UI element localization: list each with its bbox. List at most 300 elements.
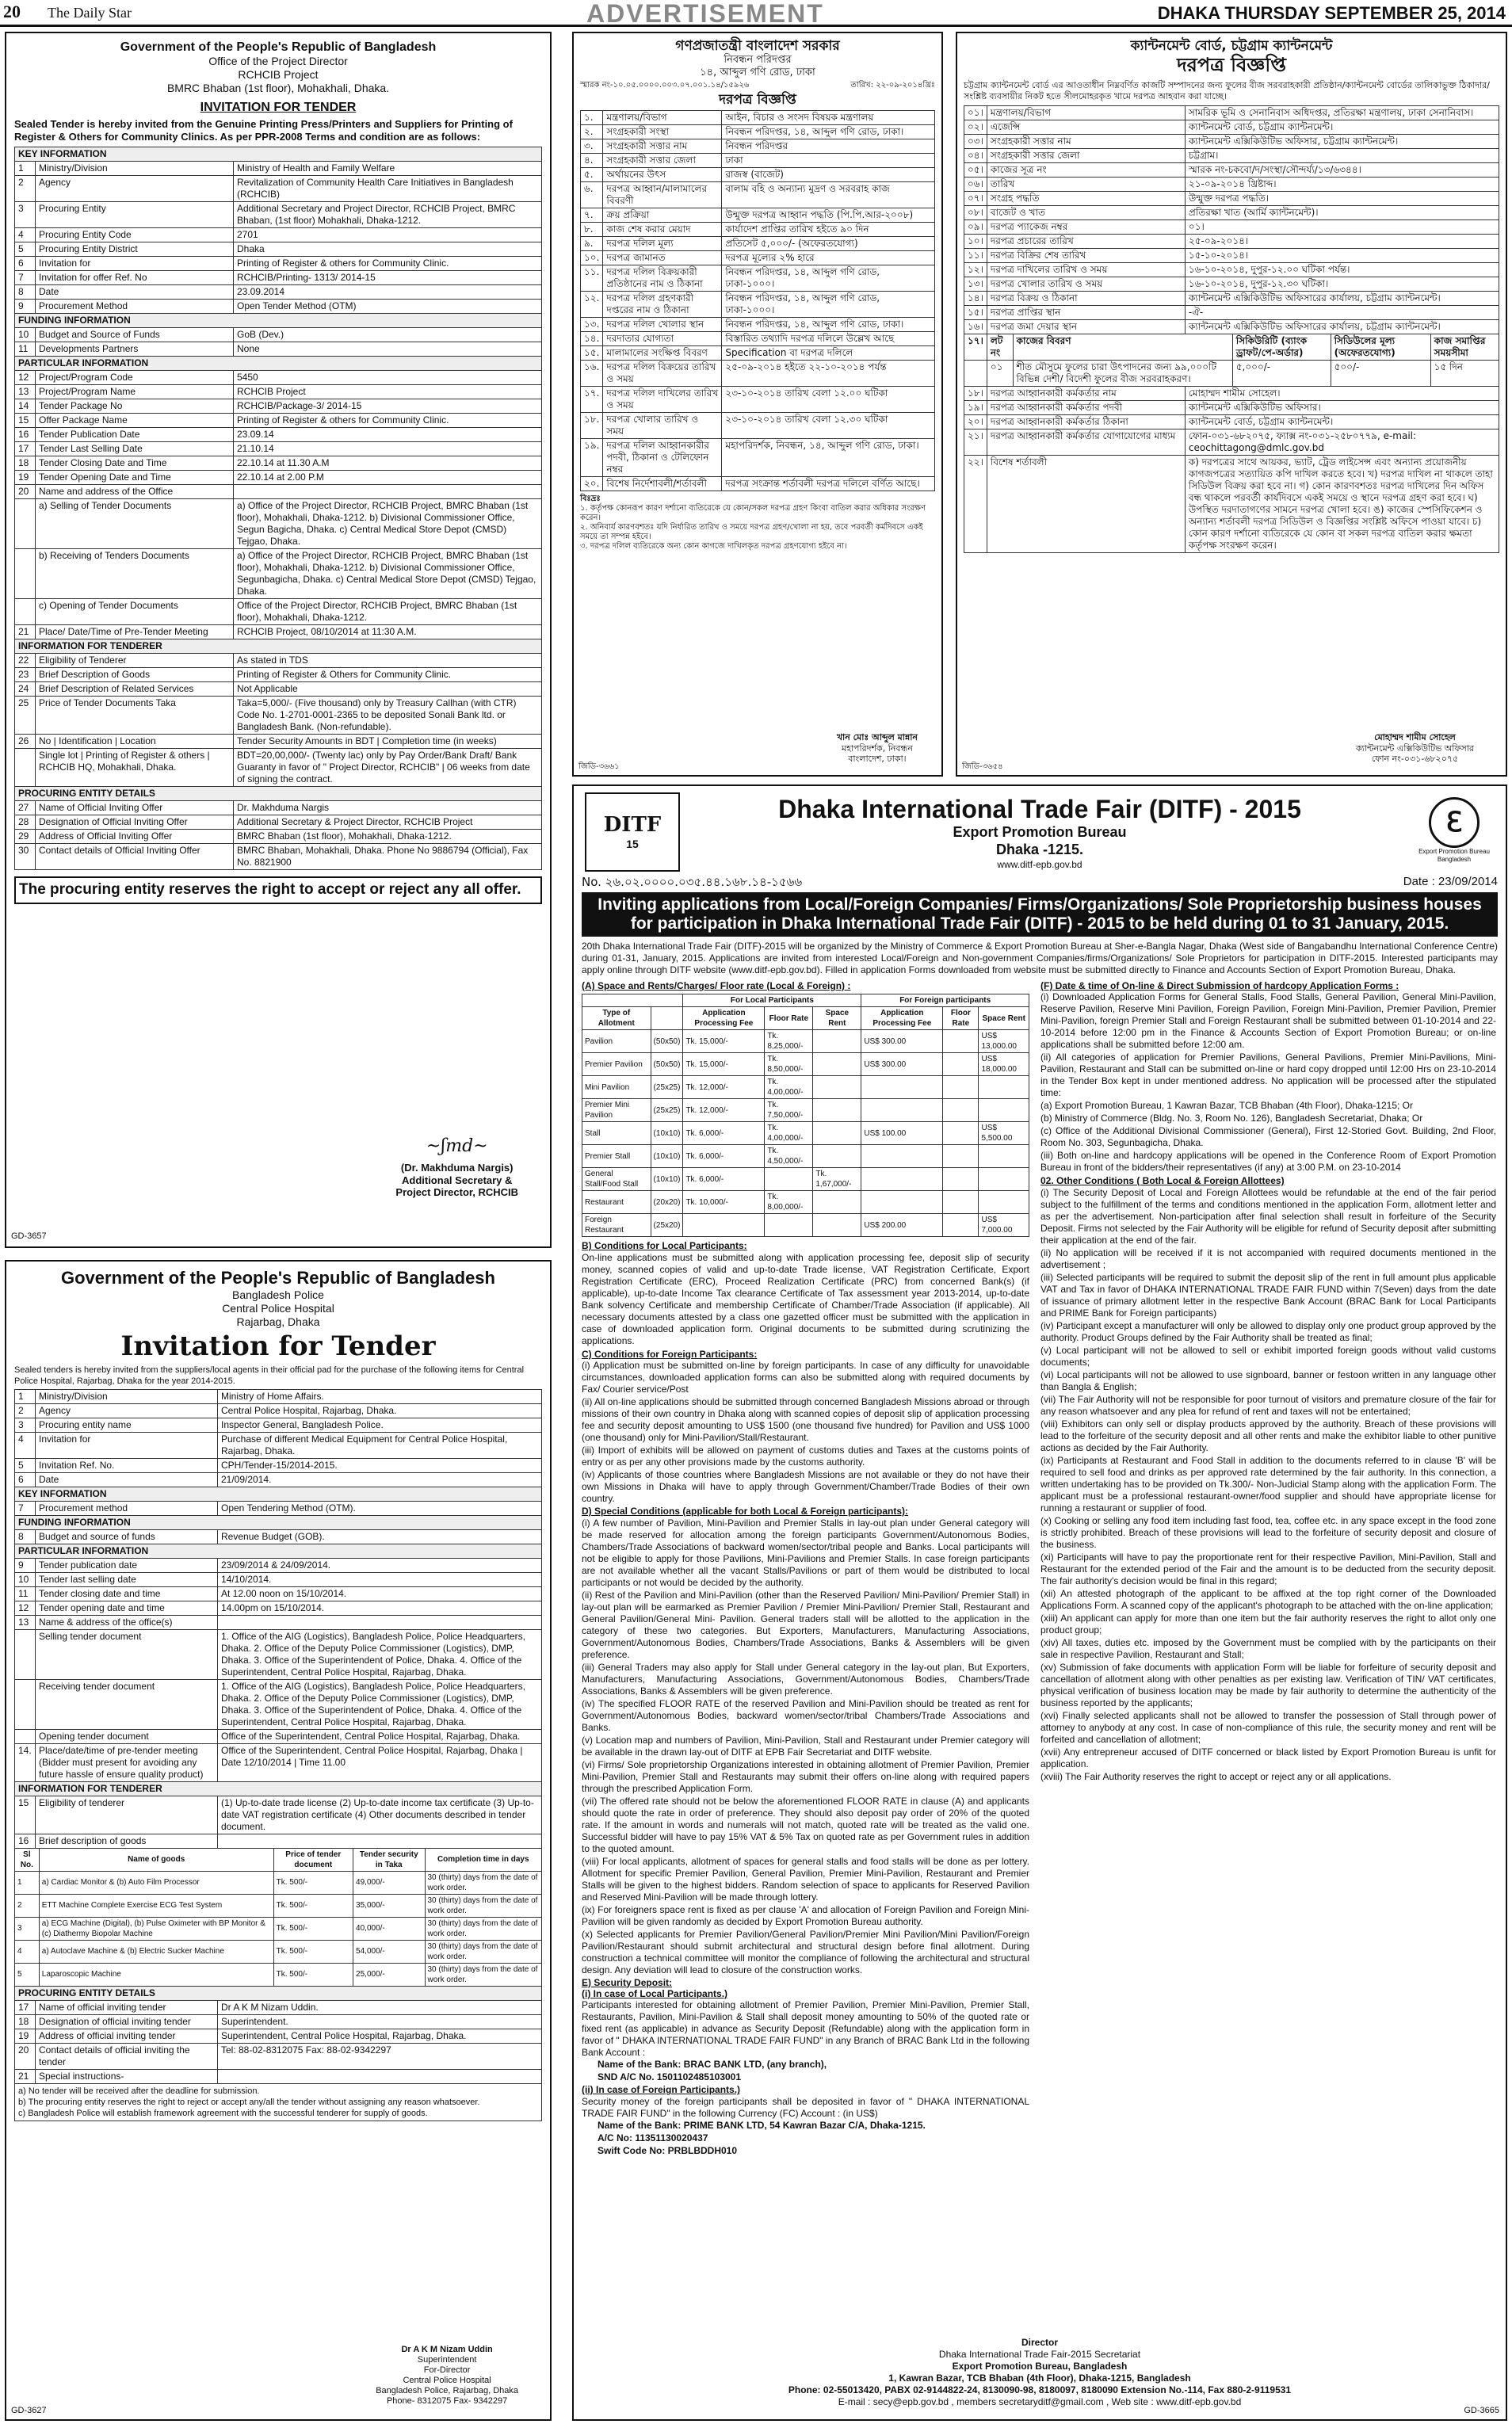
table-row xyxy=(15,1558,542,1572)
cph-info-table-2 xyxy=(14,1986,542,2084)
ditf-sec-g: 02. Other Conditions ( Both Local & Foreign Allottees) xyxy=(1040,1175,1285,1187)
table-row xyxy=(964,456,1499,553)
table-cell: Tk. 6,000/- xyxy=(683,1122,765,1145)
table-cell xyxy=(943,1214,979,1237)
row-key: মন্ত্রণালয়/বিভাগ xyxy=(987,106,1185,120)
row-value: ক্যান্টনমেন্ট এক্সিকিউটিভ অফিসার। xyxy=(1185,401,1499,415)
table-row xyxy=(15,1679,542,1729)
row-value: 21.10.14 xyxy=(234,441,542,456)
row-number xyxy=(15,498,36,548)
row-value: ০১। xyxy=(1185,220,1499,235)
row-number xyxy=(15,748,36,786)
table-cell: শীত মৌসুমে ফুলের চারা উৎপাদনের জন্য ৯৯,০০০টি বিভিন্ন দেশী/ বিদেশী ফুলের বীজ সরবরাহকরণ। xyxy=(1013,361,1232,387)
row-key: Tender Package No xyxy=(36,399,234,413)
table-row xyxy=(15,1403,542,1418)
row-key: দরপত্র প্যাকেজ নম্বর xyxy=(987,220,1185,235)
table-row xyxy=(581,250,935,265)
row-key: বিশেষ নির্দেশাবলী/শর্তাবলী xyxy=(603,476,722,491)
table-row xyxy=(581,208,935,222)
instruction-item: b) The procuring entity reserves the right to reject or accept any/all the tender without assigning any reason whatsoever. xyxy=(18,2097,480,2107)
row-value: None xyxy=(234,342,542,356)
table-row xyxy=(581,331,935,345)
row-value: 23.09.2014 xyxy=(234,284,542,299)
bn2-title: দরপত্র বিজ্ঞপ্তি xyxy=(1177,54,1286,77)
row-value: রাজস্ব (বাজেট) xyxy=(722,167,935,181)
table-cell xyxy=(943,1076,979,1099)
table-cell xyxy=(861,1168,943,1191)
row-number: 18 xyxy=(15,456,36,470)
row-number: ১৮. xyxy=(581,412,603,438)
table-row xyxy=(15,598,542,624)
row-key: Ministry/Division xyxy=(36,1389,218,1403)
cantonment-tender-ad xyxy=(956,32,1507,777)
table-cell: 4 xyxy=(15,1940,40,1963)
row-value: ২৫-০৯-২০১৪ হইতে ২২-১০-২০১৪ পর্যন্ত xyxy=(722,360,935,386)
rchcib-sign-name: (Dr. Makhduma Nargis) xyxy=(400,1162,514,1174)
table-cell xyxy=(813,1191,861,1214)
table-row xyxy=(581,265,935,291)
table-cell: a) ECG Machine (Digital), (b) Pulse Oximeter with BP Monitor & (c) Diathermy Biopolar Machine xyxy=(39,1917,273,1940)
row-key: কাজ শেষ করার মেয়াদ xyxy=(603,222,722,236)
row-number: ১৪. xyxy=(581,331,603,345)
row-value xyxy=(218,1615,542,1629)
table-cell: US$ 5,500.00 xyxy=(979,1122,1029,1145)
row-key: Procurement Method xyxy=(36,299,234,313)
bn2-lot-table xyxy=(964,334,1499,387)
bn1-signature xyxy=(837,732,918,764)
table-cell: Tk. 6,000/- xyxy=(683,1168,765,1191)
row-value: বালাম বহি ও অন্যান্য মুদ্রণ ও সরবরাহ কাজ xyxy=(722,181,935,208)
table-row xyxy=(581,139,935,153)
row-key: Contact details of official inviting the tender xyxy=(36,2043,218,2069)
bn1-note-title: বিঃদ্রঃ xyxy=(580,494,601,503)
ditf-sec-f-list xyxy=(1040,991,1496,1174)
row-value: Additional Secretary and Project Director, RCHCIB Project, BMRC Bhaban, (1st floor) Mohakhali, Dhaka-1212. xyxy=(234,201,542,227)
column-header: সিডিউলের মূল্য (অফেরতযোগ্য) xyxy=(1331,334,1430,361)
table-row xyxy=(964,220,1499,235)
row-value: BDT=20,00,000/- (Twenty lac) only by Pay Order/Bank Draft/ Bank Guaranty in favor of " Project Director, RCHCIB" | 06 weeks from date of signing the contract. xyxy=(234,748,542,786)
dateline: DHAKA THURSDAY SEPTEMBER 25, 2014 xyxy=(1157,3,1506,23)
table-row xyxy=(15,161,542,175)
ditf-sec-d-list xyxy=(582,1517,1029,1976)
table-cell: Mini Pavilion xyxy=(582,1076,651,1099)
table-cell: (10x10) xyxy=(651,1145,683,1168)
table-row xyxy=(582,1030,1029,1053)
row-number: 11 xyxy=(15,342,36,356)
row-number: ০৮। xyxy=(964,206,987,220)
bn2-code: জিডি-৩৬৫৪ xyxy=(962,762,1003,771)
table-row xyxy=(15,2000,542,2014)
table-cell: 1 xyxy=(15,1871,40,1894)
table-cell: Tk. 500/- xyxy=(273,1871,353,1894)
table-cell: Tk. 500/- xyxy=(273,1894,353,1917)
row-value: স্মারক নং-চকবো/দ/সংস্থা/সৌন্দর্য্য/১৩/৬৩৪৪। xyxy=(1185,163,1499,178)
row-value: Central Police Hospital, Rajarbag, Dhaka. xyxy=(218,1403,542,1418)
row-number: ৫. xyxy=(581,167,603,181)
table-cell: (25x25) xyxy=(651,1076,683,1099)
table-cell: ১৫ দিন xyxy=(1430,361,1499,387)
row-number: 15 xyxy=(15,413,36,427)
table-row xyxy=(15,327,542,342)
column-header: সিকিউরিটি (ব্যাংক ড্রাফট/পে-অর্ডার) xyxy=(1232,334,1331,361)
table-row xyxy=(15,441,542,456)
table-cell xyxy=(813,1076,861,1099)
table-row xyxy=(15,1743,542,1781)
table-row xyxy=(964,120,1499,135)
row-value: Dr A K M Nizam Uddin. xyxy=(218,2000,542,2014)
column-header: Application Processing Fee xyxy=(683,1007,765,1030)
table-row xyxy=(15,147,542,161)
table-row xyxy=(15,284,542,299)
row-number: 25 xyxy=(15,696,36,734)
section-heading: PARTICULAR INFORMATION xyxy=(15,356,542,370)
table-cell: ETT Machine Complete Exercise ECG Test System xyxy=(39,1894,273,1917)
row-value: ফোন-০৩১-৬৮২০৭৫, ফ্যাক্স নং-০৩১-২৫৮০৭৭৯, e-mail: ceochittagong@dmlc.gov.bd xyxy=(1185,429,1499,456)
ditf-banner: Inviting applications from Local/Foreign Companies/ Firms/Organizations/ Sole Proprietorship business houses for participation in Dhaka International Trade Fair (DITF) - 2015 to be held during 01 to 31 January, 2015. xyxy=(582,892,1498,937)
row-number: ০৬। xyxy=(964,178,987,192)
list-item: (xvii) Any entrepreneur accused of DITF concerned or black listed by Export Promotion Bureau is unfit for application. xyxy=(1040,1746,1496,1769)
table-cell: US$ 300.00 xyxy=(861,1053,943,1076)
table-row xyxy=(15,201,542,227)
table-cell: Premier Mini Pavilion xyxy=(582,1099,651,1122)
row-number: ১৫। xyxy=(964,306,987,320)
table-row xyxy=(15,1781,542,1796)
row-key: Place/date/time of pre-tender meeting (Bidder must present for avoiding any future hassle of ensure quality product) xyxy=(36,1743,218,1781)
section-heading: PROCURING ENTITY DETAILS xyxy=(15,786,542,800)
bn2-info-table xyxy=(964,105,1499,334)
row-number xyxy=(15,1679,36,1729)
table-row xyxy=(964,306,1499,320)
row-key: দরপত্র দলিল দাখিলের তারিখ ও সময় xyxy=(603,386,722,412)
column-header: Type of Allotment xyxy=(582,1007,651,1030)
cph-l2: Central Police Hospital xyxy=(222,1302,334,1315)
table-row xyxy=(15,313,542,327)
ditf-sec-e-ii-text: Security money of the foreign participants shall be deposited in favor of " DHAKA INTERNATIONAL TRADE FAIR FUND" in the following Currency (FC) Account : (in US$) xyxy=(582,2095,1029,2119)
row-value: নিবন্ধন পরিদপ্তর, ১৪, আব্দুল গণি রোড, ঢাকা-১০০০। xyxy=(722,265,935,291)
ditf-sign-l1: Dhaka International Trade Fair-2015 Secretariat xyxy=(938,2349,1141,2360)
row-number: ১৫. xyxy=(581,345,603,360)
row-value: Superintendent. xyxy=(218,2014,542,2029)
row-value: ২৩-১০-২০১৪ তারিখ বেলা ১২.৩০ ঘটিকা xyxy=(722,412,935,438)
table-cell: ৫০০/- xyxy=(1331,361,1430,387)
table-row xyxy=(964,429,1499,456)
table-row xyxy=(15,734,542,748)
row-key: সংগ্রহকারী সত্তার জেলা xyxy=(987,149,1185,163)
table-row xyxy=(15,2043,542,2069)
table-cell: Tk. 4,50,000/- xyxy=(765,1145,813,1168)
bn2-info-table-2 xyxy=(964,386,1499,553)
row-number: ১২। xyxy=(964,263,987,277)
row-number: ২০। xyxy=(964,415,987,429)
row-key: সংগ্রহকারী সত্তার নাম xyxy=(603,139,722,153)
row-value: As stated in TDS xyxy=(234,653,542,667)
bn1-code: জিডি-৩৬৬১ xyxy=(578,762,620,771)
row-value: Ministry of Health and Family Welfare xyxy=(234,161,542,175)
table-cell: 30 (thirty) days from the date of work order. xyxy=(425,1940,542,1963)
table-row xyxy=(581,438,935,476)
row-value: উন্মুক্ত দরপত্র পদ্ধতি। xyxy=(1185,192,1499,206)
row-number: 14 xyxy=(15,399,36,413)
list-item: (ii) No application will be received if it is not accompanied with required documents mentioned in the advertisement ; xyxy=(1040,1246,1496,1270)
row-value: 14.00pm on 15/10/2014. xyxy=(218,1601,542,1615)
row-number: 16 xyxy=(15,1834,36,1848)
note-item: ২. অনিবার্য কারণবশতঃ যদি নির্ধারিত তারিখ ও সময়ে দরপত্র গ্রহণ/খোলা না হয়, তবে পরবর্তী কর্মদিবসে একই সময়ে তা সম্পন্ন হইবে। xyxy=(580,522,923,541)
row-value: Inspector General, Bangladesh Police. xyxy=(218,1418,542,1432)
table-cell: Tk. 500/- xyxy=(273,1963,353,1986)
row-number: 5 xyxy=(15,242,36,256)
table-row xyxy=(15,1729,542,1743)
table-cell: Premier Stall xyxy=(582,1145,651,1168)
cph-l1: Bangladesh Police xyxy=(232,1288,324,1302)
row-number: 5 xyxy=(15,1458,36,1472)
row-value: নিবন্ধন পরিদপ্তর, ১৪, আব্দুল গণি রোড, ঢাকা। xyxy=(722,124,935,139)
row-number: 10 xyxy=(15,327,36,342)
table-cell: 40,000/- xyxy=(353,1917,425,1940)
page-number: 20 xyxy=(3,2,21,21)
row-number: 9 xyxy=(15,1558,36,1572)
row-key: অর্থায়নের উৎস xyxy=(603,167,722,181)
row-value: 5450 xyxy=(234,370,542,384)
ditf-sec-b: B) Conditions for Local Participants: xyxy=(582,1240,747,1252)
row-value: মোহাম্মদ শামীম সোহেল। xyxy=(1185,387,1499,401)
row-value: ২৩-১০-২০১৪ তারিখ বেলা ১২.০০ ঘটিকা xyxy=(722,386,935,412)
table-row xyxy=(15,667,542,681)
row-key: Address of official inviting tender xyxy=(36,2029,218,2043)
rchcib-sign-title1: Additional Secretary & xyxy=(401,1174,513,1186)
row-key: Contact details of Official Inviting Offer xyxy=(36,843,234,869)
column-header: Space Rent xyxy=(979,1007,1029,1030)
table-cell: Tk. 4,00,000/- xyxy=(765,1122,813,1145)
table-cell: Tk. 12,000/- xyxy=(683,1076,765,1099)
row-value: Superintendent, Central Police Hospital, Rajarbag, Dhaka. xyxy=(218,2029,542,2043)
row-key: Ministry/Division xyxy=(36,161,234,175)
row-number: ১৬. xyxy=(581,360,603,386)
table-row xyxy=(15,1418,542,1432)
table-cell: (50x50) xyxy=(651,1030,683,1053)
row-value: 14/10/2014. xyxy=(218,1572,542,1586)
bn1-notes xyxy=(580,494,935,552)
row-key: Tender last selling date xyxy=(36,1572,218,1586)
list-item: (ix) For foreigners space rent is fixed as per clause 'A' and allocation of Foreign Pavilion and Foreign Mini-Pavilion will be given randomly as decided by Export Promotion Bureau authority. xyxy=(582,1903,1029,1927)
row-key: Designation of official inviting tender xyxy=(36,2014,218,2029)
row-number: ০১। xyxy=(964,106,987,120)
table-cell: (10x10) xyxy=(651,1168,683,1191)
row-value xyxy=(218,1834,542,1848)
table-cell: Tk. 1,67,000/- xyxy=(813,1168,861,1191)
list-item: (vii) The offered rate should not be below the aforementioned FLOOR RATE in clause (A) and applicants should quote the rate in order of preference. They should also deposit pay order of 20% of the quoted rate. If the amount in words and numerals will not match, quoted rate will be treated as the valid one. Successful bidder will have to pay 15% VAT & 5% Tax on quoted rate as per Government rules in addition to the quoted amount. xyxy=(582,1795,1029,1854)
list-item: (vii) The Fair Authority will not be responsible for poor turnout of visitors and premature closure of the fair for any reason whatsoever and any plea for refund of rent and taxes will not be entertained; xyxy=(1040,1393,1496,1417)
table-row xyxy=(15,639,542,653)
row-value: Tender Security Amounts in BDT | Completion time (in weeks) xyxy=(234,734,542,748)
table-cell xyxy=(964,361,987,387)
row-key: Procuring Entity Code xyxy=(36,227,234,242)
list-item: (vi) Local participants will not be allowed to use signboard, banner or festoon written in any language other than Bangla & English; xyxy=(1040,1369,1496,1392)
row-value: ক্যান্টনমেন্ট এক্সিকিউটিভ অফিসারের কার্যালয়, চট্টগ্রাম ক্যান্টনমেন্ট। xyxy=(1185,292,1499,306)
row-key: সংগ্রহ পদ্ধতি xyxy=(987,192,1185,206)
table-cell xyxy=(943,1191,979,1214)
row-number: 15 xyxy=(15,1796,36,1834)
row-number: ১৩। xyxy=(964,277,987,292)
table-row xyxy=(581,412,935,438)
table-row xyxy=(582,1191,1029,1214)
row-number: 17 xyxy=(15,441,36,456)
note-item: ৩. দরপত্র দলিল ব্যতিরেকে অন্য কোন কাগজে দাখিলকৃত দরপত্র গ্রহণযোগ্য হইবে না। xyxy=(580,541,847,551)
row-number: ০৪। xyxy=(964,149,987,163)
bn2-signer-phone: ফোন নং-০৩১-৬৮২০৭৫ xyxy=(1371,753,1459,764)
row-key: Name of Official Inviting Offer xyxy=(36,800,234,815)
row-value: Printing of Register & others for Community Clinic. xyxy=(234,413,542,427)
row-number: 18 xyxy=(15,2014,36,2029)
list-item: (i) Downloaded Application Forms for General Stalls, Food Stalls, General Pavilion, General Mini-Pavilion, Reserve Pavilion, Reserve Mini Pavilion, Foreign Pavilion, Foreign Mini-Pavilion, Premier Pavilion, Premier Mini-Pavilion, foreign Premier Stall and Foreign Restaurant shall be submitted between 01-10-2014 and 22-10-2014 before 12:00 pm in the Finance & Accounts Section of Export Promotion Bureau; or on-line applications shall be submitted before 12:00 am. xyxy=(1040,991,1496,1051)
row-value: BMRC Bhaban (1st floor), Mohakhali, Dhaka-1212. xyxy=(234,829,542,843)
table-row xyxy=(964,235,1499,249)
table-row xyxy=(15,370,542,384)
table-row xyxy=(15,1572,542,1586)
row-number: 20 xyxy=(15,484,36,498)
table-cell: a) Autoclave Machine & (b) Electric Sucker Machine xyxy=(39,1940,273,1963)
table-row xyxy=(964,361,1499,387)
row-value: RCHCIB Project, 08/10/2014 at 11:30 A.M. xyxy=(234,624,542,639)
row-number: 23 xyxy=(15,667,36,681)
row-key: Brief Description of Related Services xyxy=(36,681,234,696)
ditf-rent-table xyxy=(582,994,1029,1237)
row-value: Open Tender Method (OTM) xyxy=(234,299,542,313)
row-key: Tender closing date and time xyxy=(36,1586,218,1601)
table-row xyxy=(15,484,542,498)
rchcib-address: BMRC Bhaban (1st floor), Mohakhali, Dhaka. xyxy=(166,81,390,94)
column-header: Tender security in Taka xyxy=(353,1848,425,1871)
ditf-sub2: Dhaka -1215. xyxy=(995,841,1084,857)
list-item: (iv) The specified FLOOR RATE of the reserved Pavilion and Mini-Pavilion should be treated as rent for Government/Autonomous Bodies, backward women/sector/tribal Chambers/Trade Associations and Banks. xyxy=(582,1697,1029,1733)
row-key: দরপত্র দাখিলের তারিখ ও সময় xyxy=(987,263,1185,277)
column-header: Name of goods xyxy=(39,1848,273,1871)
row-key: সংগ্রহকারী সত্তার জেলা xyxy=(603,153,722,167)
row-value: 23.09.14 xyxy=(234,427,542,441)
row-value: মহাপরিদর্শক, নিবন্ধন, ১৪, আব্দুল গণি রোড, ঢাকা। xyxy=(722,438,935,476)
row-value: RCHCIB/Printing- 1313/ 2014-15 xyxy=(234,270,542,284)
table-row xyxy=(581,124,935,139)
table-row xyxy=(15,786,542,800)
row-key: Tender Last Selling Date xyxy=(36,441,234,456)
list-item: (iii) General Traders may also apply for Stall under General category in the lay-out plan, But Exporters, Manufacturers, Manufacturing Associations, Government/Autonomous Bodies, Chambers/Trade Associations, Banks & Assemblers will be given preference. xyxy=(582,1661,1029,1697)
row-number: 16 xyxy=(15,427,36,441)
table-cell xyxy=(943,1053,979,1076)
list-item: (xv) Submission of fake documents with application Form will be liable for forfeiture of security deposit and cancellation of allotment along with other penalties as per existing law. Verification of TIN/ VAT certificates, physical verification of business location may be made by fair authority to determine the authenticity of the business reported by the applicants; xyxy=(1040,1661,1496,1708)
section-heading: FUNDING INFORMATION xyxy=(15,1515,542,1529)
row-key: Procuring Entity District xyxy=(36,242,234,256)
table-row xyxy=(964,192,1499,206)
row-key: c) Opening of Tender Documents xyxy=(36,598,234,624)
table-cell: Tk. 8,00,000/- xyxy=(765,1191,813,1214)
row-key: Receiving tender document xyxy=(36,1679,218,1729)
list-item: (xi) Participants will have to pay the proportionate rent for their respective Pavilion, Mini-Pavilion, Stall and Restaurant for the extended period of the Fair and the amount is to be deducted from the security deposit. The fair authority's decision would be final in this regard; xyxy=(1040,1551,1496,1586)
table-row xyxy=(15,384,542,399)
row-value: -ঐ- xyxy=(1185,306,1499,320)
row-number: 2 xyxy=(15,1403,36,1418)
list-item: (ii) Rest of the Pavilion and Mini-Pavilion (other than the Reserved Pavilion/ Mini-Pavilion/ Premier Stall) in lay-out plan will be earmarked as Premier Pavilion / Premier Mini-Pavilion/ Premier Stall, Restaurant and General Pavilion/General Mini- Pavilion. General traders stall will be allotted to the application in the category of these two categories. But Exporters, Manufacturers, Manufacturing Associations, Government/Autonomous Bodies, Chambers/Trade Associations, Banks & Assemblers will be given preference. xyxy=(582,1589,1029,1660)
row-value: আইন, বিচার ও সংসদ বিষয়ক মন্ত্রণালয় xyxy=(722,110,935,124)
row-value: Additional Secretary & Project Director, RCHCIB Project xyxy=(234,815,542,829)
column-header: Application Processing Fee xyxy=(861,1007,943,1030)
epb-logo-text: Export Promotion Bureau Bangladesh xyxy=(1418,848,1490,863)
table-row xyxy=(15,456,542,470)
row-number: 17 xyxy=(15,2000,36,2014)
row-key: Name and address of the Office xyxy=(36,484,234,498)
table-row xyxy=(582,1214,1029,1237)
row-number xyxy=(15,1629,36,1679)
row-value: Purchase of different Medical Equipment for Central Police Hospital, Rajarbag, Dhaka. xyxy=(218,1432,542,1458)
column-header: Floor Rate xyxy=(943,1007,979,1030)
bn2-intro: চট্টগ্রাম ক্যান্টনমেন্ট বোর্ড এর আওতাধীন নিম্নবর্ণিত কাজটি সম্পাদনের জন্য ফুলের বীজ সরবরাহকারী প্রতিষ্ঠান/ক্যান্টনমেন্ট বোর্ডের তালিকাভুক্ত ঠিকাদার/সংশ্লিষ্ট ব্যবসায়ীর নিকট হতে সীলমোহরকৃত খামে দরপত্র আহবান করা যাচ্ছে। xyxy=(964,80,1490,102)
row-value: 1. Office of the AIG (Logistics), Bangladesh Police, Police Headquarters, Dhaka. 2. Office of the Deputy Police Commissioner (Logistics), DMP, Dhaka. 3. Office of the Superintendent of Police, Dhaka. 4. Office of the Superintendent, Central Police Hospital, Rajarbag, Dhaka. xyxy=(218,1629,542,1679)
row-key: দরপত্র খোলার তারিখ ও সময় xyxy=(987,277,1185,292)
row-value: RCHCIB Project xyxy=(234,384,542,399)
ditf-sec-c-list xyxy=(582,1360,1029,1505)
row-key: Date xyxy=(36,1472,218,1487)
table-row xyxy=(15,2029,542,2043)
list-item: (xiv) All taxes, duties etc. imposed by the Government must be complied with by the participants on their sale in respective Pavilion, Restaurant and Stall; xyxy=(1040,1636,1496,1660)
section-title: ADVERTISEMENT xyxy=(586,0,824,28)
table-row xyxy=(581,181,935,208)
table-cell xyxy=(861,1191,943,1214)
column-header xyxy=(651,1007,683,1030)
section-heading: KEY INFORMATION xyxy=(15,147,542,161)
table-row xyxy=(581,153,935,167)
table-row xyxy=(15,1601,542,1615)
rchcib-org: Government of the People's Republic of Bangladesh xyxy=(120,40,437,54)
table-cell xyxy=(813,1145,861,1168)
ditf-signature xyxy=(574,2337,1506,2408)
row-number: ০৭। xyxy=(964,192,987,206)
column-header: কাজের বিবরণ xyxy=(1013,334,1232,361)
row-key: সংগ্রহকারী সংস্থা xyxy=(603,124,722,139)
ditf-intro: 20th Dhaka International Trade Fair (DITF)-2015 will be organized by the Ministry of Commerce & Export Promotion Bureau at Sher-e-Bangla Nagar, Dhaka (West side of Bangabandhu International Conference Centre) during 01-31, January, 2015. Applications are invited from interested Local/Foreign and Non-government Companies/firms/Organizations/ Sole Proprietors for participation in DITF-2015. Interested participants may apply online through DITF website (www.ditf-epb.gov.bd). Filled in application Forms downloaded from website must be submitted directly to Finance and Accounts Section of Export Promotion Bureau, Dhaka. xyxy=(582,940,1498,975)
row-value: প্রতিরক্ষা খাত (আর্মি ক্যান্টনমেন্ট)। xyxy=(1185,206,1499,220)
table-row xyxy=(15,1917,542,1940)
row-number: 3 xyxy=(15,201,36,227)
row-key: দরপত্র দলিল আহ্বানকারীর পদবী, ঠিকানা ও টেলিফোন নম্বর xyxy=(603,438,722,476)
table-row xyxy=(964,415,1499,429)
table-row xyxy=(15,242,542,256)
row-key: Invitation for xyxy=(36,256,234,270)
row-number: 13 xyxy=(15,1615,36,1629)
table-cell xyxy=(683,1214,765,1237)
cph-signer-l2: For-Director xyxy=(423,2365,471,2375)
table-row xyxy=(15,815,542,829)
row-key: Single lot | Printing of Register & others | RCHCIB HQ, Mohakhali, Dhaka. xyxy=(36,748,234,786)
ditf-sign-l2: Export Promotion Bureau, Bangladesh xyxy=(952,2361,1128,2372)
list-item: (xviii) The Fair Authority reserves the right to accept or reject any or all applications. xyxy=(1040,1770,1392,1782)
table-cell: Tk. 4,00,000/- xyxy=(765,1076,813,1099)
column-header: Sl No. xyxy=(15,1848,40,1871)
row-number: ১০। xyxy=(964,235,987,249)
row-number: 30 xyxy=(15,843,36,869)
table-row xyxy=(964,206,1499,220)
row-key: Tender Closing Date and Time xyxy=(36,456,234,470)
row-value: ১৫-১০-২০১৪। xyxy=(1185,249,1499,263)
note-item: ১. কর্তৃপক্ষ কোনরূপ কারণ দর্শানো ব্যতিরেকে যে কোন/সকল দরপত্র গ্রহণ কিংবা বাতিল করার অধিকার সংরক্ষণ করেন। xyxy=(580,503,926,522)
row-value: 22.10.14 at 2.00 P.M xyxy=(234,470,542,484)
list-item: A/C No: 11351130020437 xyxy=(598,2132,708,2143)
list-item: (i) A few number of Pavilion, Mini-Pavilion and Premier Stalls in lay-out plan under General category will be made reserved for allocation among the foreign participants Government/Autonomous Bodies, Chambers/Trade Associations of backward women/sector/tribal people and Banks. Local participants will not be eligible to apply for those Pavilions, Mini-Pavilions and Premier Stalls. In case foreign participants are not available whether all the vacant Stalls/Pavilions or part of them would be distributed to local participants or not would be decided by the authority. xyxy=(582,1517,1029,1588)
table-cell: (10x10) xyxy=(651,1122,683,1145)
row-number: ০২। xyxy=(964,120,987,135)
ditf-bank1 xyxy=(582,2059,1029,2083)
table-row xyxy=(964,387,1499,401)
table-row xyxy=(15,1432,542,1458)
table-row xyxy=(15,1963,542,1986)
ditf-left-column xyxy=(582,980,1029,2158)
